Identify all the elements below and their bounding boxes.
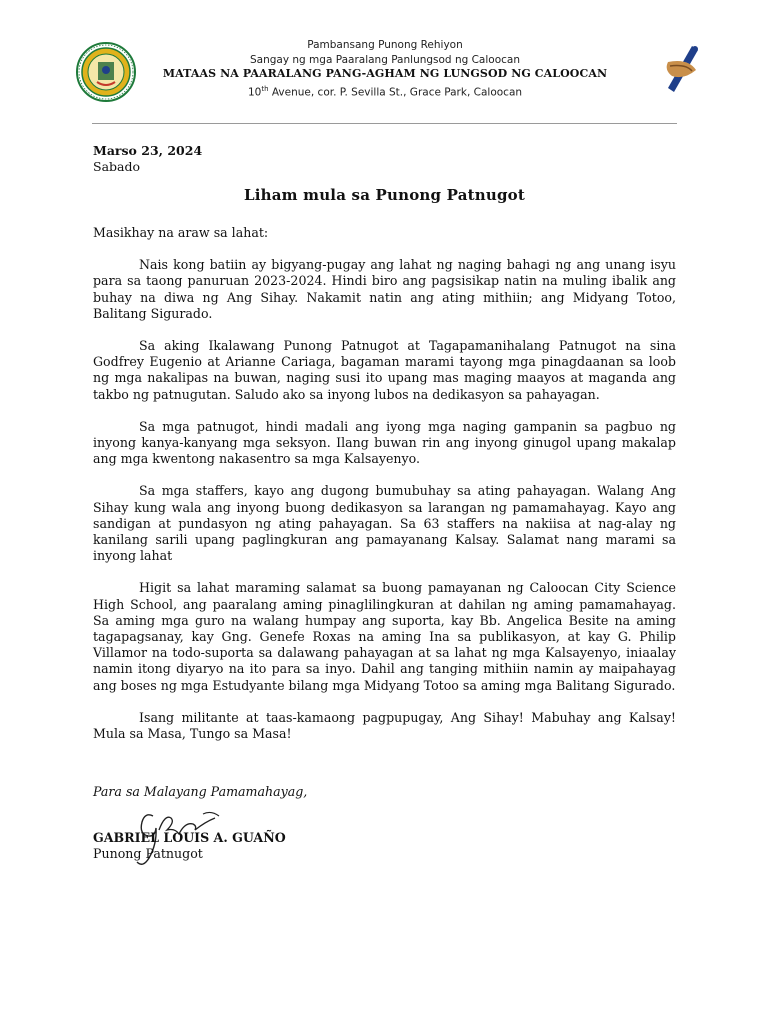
- paragraph: Sa mga patnugot, hindi madali ang iyong mga naging gampanin sa pagbuo ng inyong kanya-kanyang mga seksyon. Ilang buwan rin ang inyong ginugol upang makalap ang mga kwentong nakasentro sa mga Kalsayenyo.: [93, 418, 676, 467]
- school-seal-icon: [76, 42, 136, 102]
- signer-position: Punong Patnugot: [93, 846, 203, 861]
- letter-day: Sabado: [93, 159, 140, 174]
- letter-date-block: [93, 143, 202, 175]
- letterhead: [0, 36, 768, 116]
- paragraph: Sa mga staffers, kayo ang dugong bumubuhay sa ating pahayagan. Walang Ang Sihay kung wala ang inyong buong dedikasyon sa larangan ng pamamahayag. Kayo ang sandigan at pundasyon ng ating pahayagan. Sa 63 staffers na nakiisa at nag-alay ng kanilang sarili upang paglingkuran ang pamayanang Kalsay. Salamat nang marami sa inyong lahat: [93, 483, 676, 564]
- address-number: 10: [247, 86, 262, 98]
- letter-body: [93, 225, 676, 758]
- paragraph: Higit sa lahat maraming salamat sa buong pamayanan ng Caloocan City Science High School, ang paaralang aming pinaglilingkuran at dahilan ng aming pamamahayag. Sa aming mga guro na walang humpay ang suporta, kay Bb. Angelica Besite na aming tagapagsanay, kay Gng. Genefe Roxas na aming Ina sa publikasyon, at kay G. Philip Villamor na todo-suporta sa dalawang pahayagan at sa lahat ng mga Kalsayenyo, iniaalay namin itong diyaryo na ito para sa inyo. Dahil ang tanging mithiin namin ay maipahayag ang boses ng mga Estudyante bilang mga Midyang Totoo sa aming mga Balitang Sigurado.: [93, 580, 676, 693]
- publication-emblem-icon: [654, 40, 710, 98]
- paragraph: Nais kong batiin ay bigyang-pugay ang lahat ng naging bahagi ng ang unang isyu para sa taong panuruan 2023-2024. Hindi biro ang pagsisikap natin na muling ibalik ang buhay na diwa ng Ang Sihay. Nakamit natin ang ating mithiin; ang Midyang Totoo, Balitang Sigurado.: [93, 257, 676, 321]
- paragraph: Sa aking Ikalawang Punong Patnugot at Tagapamanihalang Patnugot na sina Godfrey Eugenio at Arianne Cariaga, bagaman marami tayong mga pinagdaanan sa loob ng mga nakalipas na buwan, naging susi ito upang mas maging maayos at maganda ang takbo ng patnugutan. Saludo ako sa inyong lubos na dedikasyon sa pahayagan.: [93, 338, 676, 402]
- school-name: MATAAS NA PAARALANG PANG-AGHAM NG LUNGSOD NG CALOOCAN: [162, 67, 608, 80]
- school-address: [150, 82, 620, 100]
- signer-name: GABRIEL LOUIS A. GUAÑO: [93, 830, 286, 845]
- paragraph: Isang militante at taas-kamaong pagpupugay, Ang Sihay! Mabuhay ang Kalsay! Mula sa Masa, Tungo sa Masa!: [93, 709, 676, 742]
- header-divider: [92, 123, 677, 124]
- address-street: Avenue, cor. P. Sevilla St., Grace Park, Caloocan: [268, 86, 523, 98]
- greeting: Masikhay na araw sa lahat:: [93, 225, 269, 240]
- address-superscript: th: [261, 84, 269, 93]
- closing-line: Para sa Malayang Pamamahayag,: [93, 784, 308, 799]
- division-line: Sangay ng mga Paaralang Panlungsod ng Caloocan: [249, 53, 520, 66]
- letter-date: Marso 23, 2024: [93, 143, 203, 158]
- signer-block: [93, 830, 286, 862]
- letter-title: Liham mula sa Punong Patnugot: [243, 186, 526, 204]
- letterhead-text: [150, 38, 620, 100]
- region-line: Pambansang Punong Rehiyon: [307, 39, 463, 51]
